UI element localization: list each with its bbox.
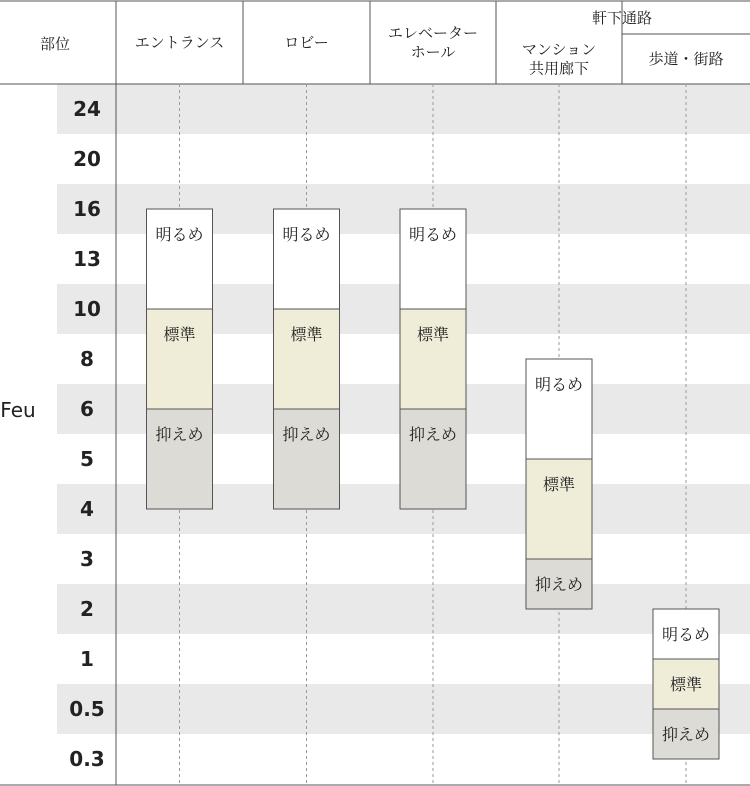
segment-label: 抑えめ (282, 425, 331, 444)
bar-segment-bright (400, 209, 466, 309)
column-header: マンション共用廊下 (521, 40, 597, 78)
segment-label: 標準 (669, 675, 703, 694)
bar-segment-standard (274, 309, 340, 409)
segment-label: 標準 (163, 325, 196, 344)
segment-label: 抑えめ (534, 575, 584, 594)
segment-label: 標準 (290, 325, 323, 344)
y-tick-label: 8 (80, 347, 94, 371)
segment-label: 明るめ (661, 625, 711, 644)
segment-label: 抑えめ (408, 425, 458, 444)
column-header: エントランス (134, 33, 225, 52)
row-band (57, 84, 750, 134)
bar-segment-bright (147, 209, 213, 309)
y-tick-label: 20 (73, 147, 101, 171)
y-tick-label: 16 (73, 197, 101, 221)
y-tick-label: 10 (73, 297, 101, 321)
y-tick-label: 6 (80, 397, 94, 421)
column-headers (135, 24, 724, 78)
bar-segment-bright (274, 209, 340, 309)
segment-label: 明るめ (282, 225, 331, 244)
bar-segment-subdued (147, 409, 213, 509)
bar-segment-standard (147, 309, 213, 409)
group-header: 軒下通路 (591, 9, 653, 27)
segment-label: 抑えめ (661, 725, 711, 744)
segment-label: 明るめ (408, 225, 458, 244)
segment-label: 抑えめ (155, 425, 204, 444)
segment-label: 標準 (416, 325, 450, 344)
column-header: エレベーターホール (387, 24, 479, 61)
bar-segment-standard (526, 459, 592, 559)
y-tick-label: 0.5 (69, 697, 105, 721)
bar-segment-subdued (274, 409, 340, 509)
y-tick-label: 0.3 (69, 747, 105, 771)
y-axis-label: Feu (0, 398, 36, 422)
y-tick-label: 2 (80, 597, 94, 621)
row-band (57, 584, 750, 634)
column-header: ロビー (284, 33, 329, 52)
y-tick-label: 1 (80, 647, 94, 671)
bar-segment-standard (400, 309, 466, 409)
row-band (57, 684, 750, 734)
y-tick-label: 3 (80, 547, 94, 571)
segment-label: 明るめ (534, 375, 584, 394)
y-tick-label: 4 (80, 497, 94, 521)
y-tick-label: 5 (80, 447, 94, 471)
y-tick-label: 24 (73, 97, 101, 121)
bar-segment-subdued (400, 409, 466, 509)
y-tick-label: 13 (73, 247, 101, 271)
segment-label: 明るめ (155, 225, 204, 244)
column-header: 歩道・街路 (648, 50, 724, 68)
part-header: 部位 (39, 35, 71, 53)
bar-segment-bright (526, 359, 592, 459)
segment-label: 標準 (542, 475, 576, 494)
